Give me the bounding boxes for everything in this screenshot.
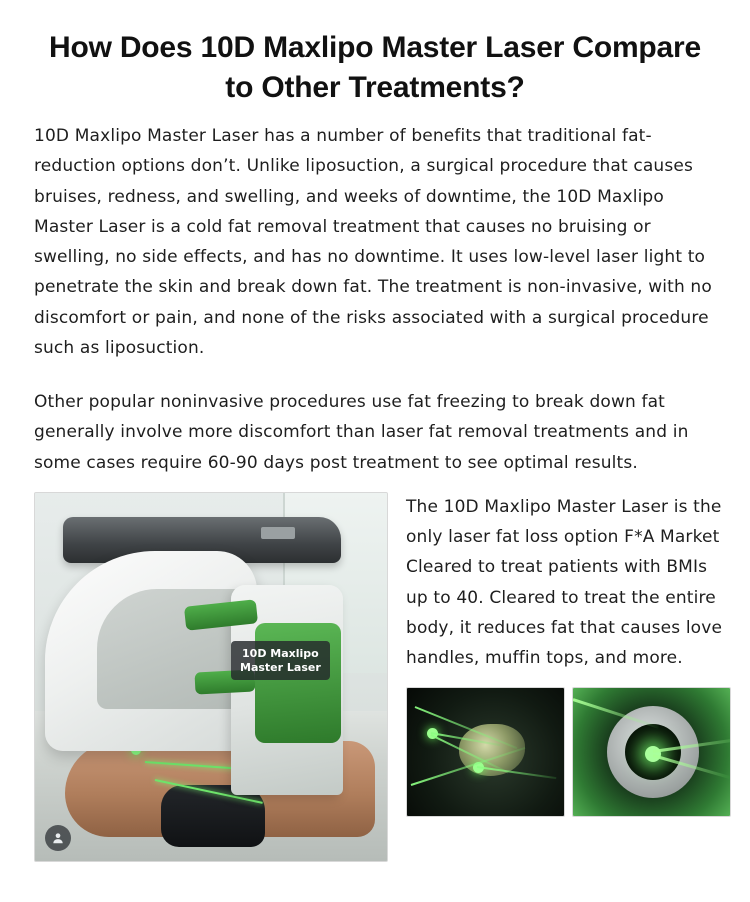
article-paragraph-1: 10D Maxlipo Master Laser has a number of benefits that traditional fat-reduction options don’t. Unlike liposuction, a surgical procedure that causes bruises, redness, and swelling, and weeks of downtime, the 10D Maxlipo Master Laser is a cold fat removal treatment that causes no bruising or swelling, no side effects, and has no downtime. It uses low-level laser light to penetrate the skin and break down fat. The treatment is non-invasive, with no discomfort or pain, and none of the risks associated with a surgical procedure such as liposuction. <box>34 126 712 358</box>
person-icon[interactable] <box>45 825 71 851</box>
photo-caption-badge <box>231 641 330 681</box>
thumbnail-row <box>406 687 731 817</box>
photo-caption-line-1: 10D Maxlipo <box>242 646 319 660</box>
page-title: How Does 10D Maxlipo Master Laser Compare to Other Treatments? <box>48 31 701 104</box>
main-treatment-photo[interactable] <box>34 492 388 862</box>
laser-emitter-thumbnail[interactable] <box>572 687 731 817</box>
right-column <box>406 492 731 818</box>
photo-caption-line-2: Master Laser <box>240 660 321 674</box>
laser-fat-cells-thumbnail[interactable] <box>406 687 565 817</box>
media-and-text-row <box>34 492 723 862</box>
article-paragraph-3: The 10D Maxlipo Master Laser is the only laser fat loss option F*A Market Cleared to treat patients with BMIs up to 40. Cleared to treat the entire body, it reduces fat that causes love handles, muffin tops, and more. <box>406 496 723 669</box>
article-paragraph-2: Other popular noninvasive procedures use fat freezing to break down fat generally involve more discomfort than laser fat removal treatments and in some cases require 60-90 days post treatment to see optimal results. <box>34 392 689 473</box>
